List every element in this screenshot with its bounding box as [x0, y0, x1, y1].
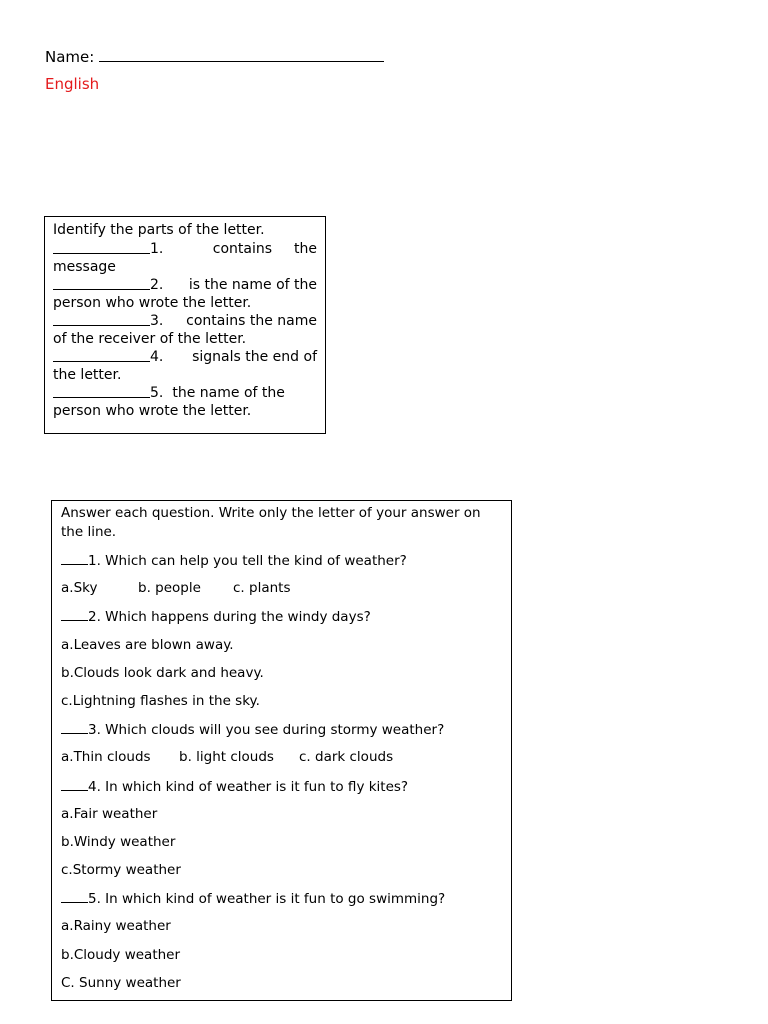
answer-blank[interactable] [53, 240, 150, 254]
name-blank-line[interactable] [99, 45, 384, 62]
letter-parts-box [44, 216, 326, 434]
answer-blank[interactable] [53, 348, 150, 362]
letter-parts-item-3: 3. contains the name [53, 312, 317, 330]
choice-c: c.Stormy weather [61, 862, 181, 879]
letter-parts-item-5-cont: person who wrote the letter. [53, 403, 252, 419]
letter-parts-item-4: 4. signals the end of [53, 348, 317, 366]
subject-label: English [45, 75, 100, 93]
letter-parts-item-1-cont: message [53, 259, 116, 275]
question-3: 3. Which clouds will you see during stormy weather? [61, 720, 503, 748]
letter-parts-item-3-cont: of the receiver of the letter. [53, 331, 247, 347]
answer-blank[interactable] [61, 889, 88, 903]
answer-blank[interactable] [61, 777, 88, 791]
question-5: 5. In which kind of weather is it fun to go swimming? [61, 889, 503, 917]
letter-parts-item-1: 1. contains the [53, 240, 317, 258]
name-field-row [45, 45, 384, 66]
choice-b: b. light clouds [179, 749, 274, 766]
choice-b: b.Windy weather [61, 833, 176, 850]
quiz-instructions: Answer each question. Write only the letter of your answer on the line. [61, 505, 481, 540]
question-2: 2. Which happens during the windy days? [61, 607, 503, 635]
name-label: Name: [45, 48, 95, 66]
choice-c: c. plants [233, 580, 291, 597]
choice-a: a.Thin clouds [61, 749, 151, 766]
answer-blank[interactable] [61, 720, 88, 734]
weather-quiz-box [51, 500, 512, 1001]
choice-a: a.Fair weather [61, 805, 158, 822]
choice-a: a.Leaves are blown away. [61, 636, 234, 653]
choice-c: C. Sunny weather [61, 974, 181, 991]
question-1: 1. Which can help you tell the kind of weather? [61, 551, 503, 579]
answer-blank[interactable] [61, 551, 88, 565]
letter-parts-item-5: 5. the name of the [53, 384, 317, 402]
question-1-choices [61, 579, 503, 607]
letter-parts-item-4-cont: the letter. [53, 367, 122, 383]
question-3-choices [61, 748, 503, 776]
choice-c: c. dark clouds [299, 749, 394, 766]
answer-blank[interactable] [61, 607, 88, 621]
choice-a: a.Sky [61, 580, 98, 597]
letter-parts-item-2: 2. is the name of the [53, 276, 317, 294]
choice-b: b.Clouds look dark and heavy. [61, 664, 264, 681]
question-4: 4. In which kind of weather is it fun to fly kites? [61, 777, 503, 805]
choice-c: c.Lightning flashes in the sky. [61, 692, 260, 709]
letter-parts-title: Identify the parts of the letter. [53, 222, 265, 238]
choice-b: b.Cloudy weather [61, 946, 181, 963]
choice-a: a.Rainy weather [61, 918, 171, 935]
letter-parts-item-2-cont: person who wrote the letter. [53, 295, 252, 311]
choice-b: b. people [138, 580, 201, 597]
answer-blank[interactable] [53, 384, 150, 398]
answer-blank[interactable] [53, 276, 150, 290]
answer-blank[interactable] [53, 312, 150, 326]
